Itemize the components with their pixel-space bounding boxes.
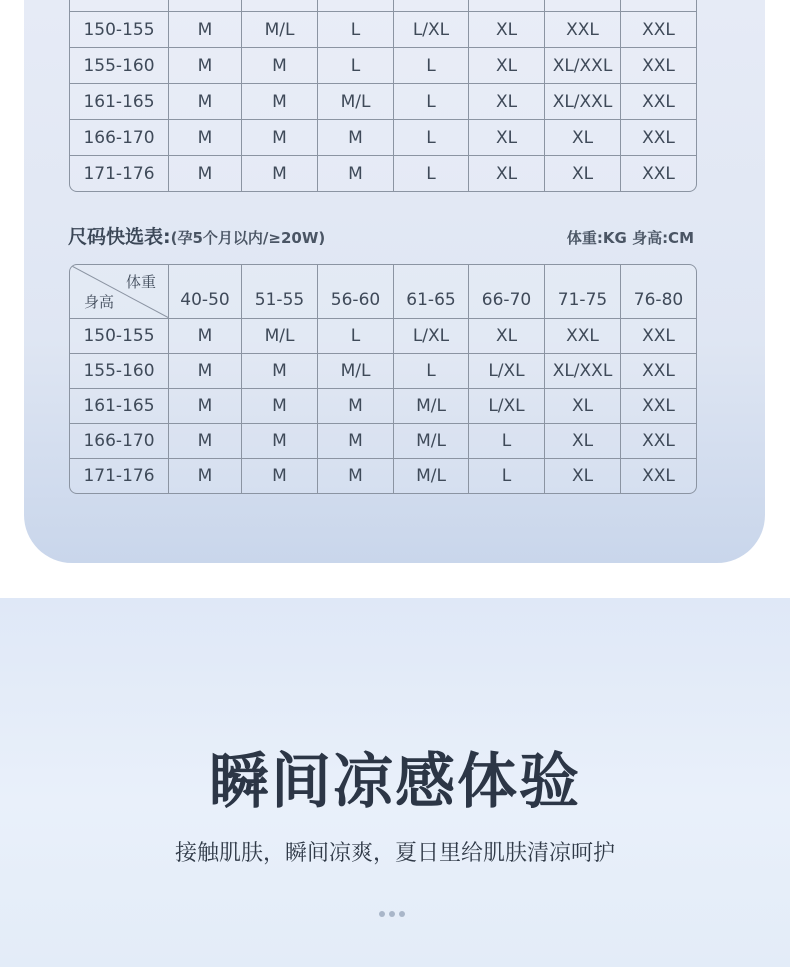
size-cell: XXL bbox=[642, 163, 675, 184]
size-cell: M bbox=[169, 424, 242, 458]
size-cell: XL bbox=[545, 120, 621, 155]
size-cell: M bbox=[318, 424, 394, 458]
size-cell: M bbox=[242, 120, 318, 155]
size-cell: L bbox=[469, 459, 545, 493]
size-cell: XL bbox=[469, 48, 545, 83]
size-cell: M/L bbox=[318, 84, 394, 119]
height-range-cell: 150-155 bbox=[70, 12, 169, 47]
size-cell: M bbox=[318, 389, 394, 423]
height-range-cell: 161-165 bbox=[70, 389, 169, 423]
size-cell: M bbox=[242, 354, 318, 388]
size-cell: L bbox=[469, 424, 545, 458]
weight-header: 61-65 bbox=[394, 265, 469, 318]
height-range-cell: 166-170 bbox=[70, 120, 169, 155]
size-cell: M bbox=[318, 156, 394, 191]
table-row bbox=[70, 156, 696, 191]
height-range-cell: 166-170 bbox=[70, 424, 169, 458]
promo-headline: 瞬间凉感体验 bbox=[209, 747, 581, 817]
size-cell: M/L bbox=[318, 354, 394, 388]
size-cell: XL bbox=[469, 84, 545, 119]
size-cell: M/L bbox=[242, 12, 318, 47]
size-cell: M/L bbox=[394, 424, 469, 458]
size-cell: M bbox=[169, 319, 242, 353]
size-cell: M bbox=[242, 48, 318, 83]
weight-header: 66-70 bbox=[469, 265, 545, 318]
size-cell: M bbox=[318, 120, 394, 155]
size-cell: XXL bbox=[642, 55, 675, 76]
size-cell: XL bbox=[545, 156, 621, 191]
dot-indicator bbox=[389, 911, 395, 917]
size-cell: XXL bbox=[642, 431, 675, 451]
size-cell: XXL bbox=[642, 326, 675, 346]
table-row bbox=[70, 354, 696, 389]
size-cell: M bbox=[242, 459, 318, 493]
size-cell: XXL bbox=[642, 127, 675, 148]
weight-header: 51-55 bbox=[242, 265, 318, 318]
table-row bbox=[70, 389, 696, 424]
size-cell: XL bbox=[469, 120, 545, 155]
size-cell: XXL bbox=[642, 91, 675, 112]
size-cell: M bbox=[242, 389, 318, 423]
size-cell: L bbox=[318, 319, 394, 353]
size-cell: XXL bbox=[642, 361, 675, 381]
size-cell: XL/XXL bbox=[545, 84, 621, 119]
size-cell: XL/XXL bbox=[545, 48, 621, 83]
weight-header: 71-75 bbox=[545, 265, 621, 318]
size-cell: XL/XXL bbox=[545, 354, 621, 388]
size-cell: L/XL bbox=[394, 12, 469, 47]
size-cell: M bbox=[169, 12, 242, 47]
size-cell: XXL bbox=[642, 466, 675, 486]
size-cell: L bbox=[394, 120, 469, 155]
weight-header: 56-60 bbox=[318, 265, 394, 318]
pagination-dots bbox=[379, 911, 405, 917]
size-cell: L bbox=[394, 156, 469, 191]
height-range-cell: 171-176 bbox=[70, 156, 169, 191]
size-cell: XL bbox=[469, 319, 545, 353]
corner-cell bbox=[70, 265, 169, 318]
table-header bbox=[70, 265, 696, 319]
size-table-top bbox=[69, 0, 697, 192]
height-range-cell: 171-176 bbox=[70, 459, 169, 493]
size-cell: XXL bbox=[642, 19, 675, 40]
size-cell: XL bbox=[469, 156, 545, 191]
size-cell: M bbox=[169, 84, 242, 119]
size-cell: M bbox=[169, 120, 242, 155]
units-label: 体重:KG 身高:CM bbox=[566, 229, 694, 247]
size-cell: M bbox=[318, 459, 394, 493]
quick-select-title: 尺码快选表:(孕5个月以内/≥20W) bbox=[68, 226, 326, 248]
size-cell: L/XL bbox=[469, 354, 545, 388]
size-cell: XXL bbox=[545, 12, 621, 47]
size-cell: XXL bbox=[545, 319, 621, 353]
size-cell: L bbox=[318, 48, 394, 83]
quick-select-subtitle: (孕5个月以内/≥20W) bbox=[170, 229, 326, 247]
size-cell: M bbox=[169, 354, 242, 388]
size-cell: XL bbox=[545, 459, 621, 493]
size-cell: L/XL bbox=[469, 389, 545, 423]
size-cell: M bbox=[169, 156, 242, 191]
promo-tagline: 接触肌肤，瞬间凉爽，夏日里给肌肤清凉呵护 bbox=[174, 841, 615, 866]
size-cell: L/XL bbox=[394, 319, 469, 353]
table-row bbox=[70, 84, 696, 120]
size-cell: L bbox=[394, 354, 469, 388]
table-row bbox=[70, 424, 696, 459]
corner-weight-label: 体重 bbox=[125, 273, 156, 291]
height-range-cell: 150-155 bbox=[70, 319, 169, 353]
table-row bbox=[70, 319, 696, 354]
size-cell: M bbox=[242, 84, 318, 119]
size-cell: M bbox=[242, 424, 318, 458]
dot-indicator bbox=[399, 911, 405, 917]
dot-indicator bbox=[379, 911, 385, 917]
size-cell: L bbox=[394, 48, 469, 83]
weight-header: 76-80 bbox=[633, 290, 684, 310]
size-cell: M bbox=[169, 459, 242, 493]
size-table-quick bbox=[69, 264, 697, 494]
size-cell: M bbox=[242, 156, 318, 191]
table-header-cropped bbox=[70, 0, 696, 12]
weight-header: 40-50 bbox=[169, 265, 242, 318]
height-range-cell: 155-160 bbox=[70, 354, 169, 388]
size-cell: XL bbox=[545, 389, 621, 423]
height-range-cell: 161-165 bbox=[70, 84, 169, 119]
table-row bbox=[70, 120, 696, 156]
size-cell: M bbox=[169, 48, 242, 83]
size-cell: M/L bbox=[394, 459, 469, 493]
table-row bbox=[70, 48, 696, 84]
size-cell: M bbox=[169, 389, 242, 423]
size-cell: XXL bbox=[642, 396, 675, 416]
table-row bbox=[70, 12, 696, 48]
size-cell: M/L bbox=[242, 319, 318, 353]
size-cell: XL bbox=[545, 424, 621, 458]
size-cell: L bbox=[318, 12, 394, 47]
size-cell: XL bbox=[469, 12, 545, 47]
height-range-cell: 155-160 bbox=[70, 48, 169, 83]
table-row bbox=[70, 459, 696, 493]
size-cell: L bbox=[394, 84, 469, 119]
size-cell: M/L bbox=[394, 389, 469, 423]
corner-height-label: 身高 bbox=[84, 293, 115, 311]
